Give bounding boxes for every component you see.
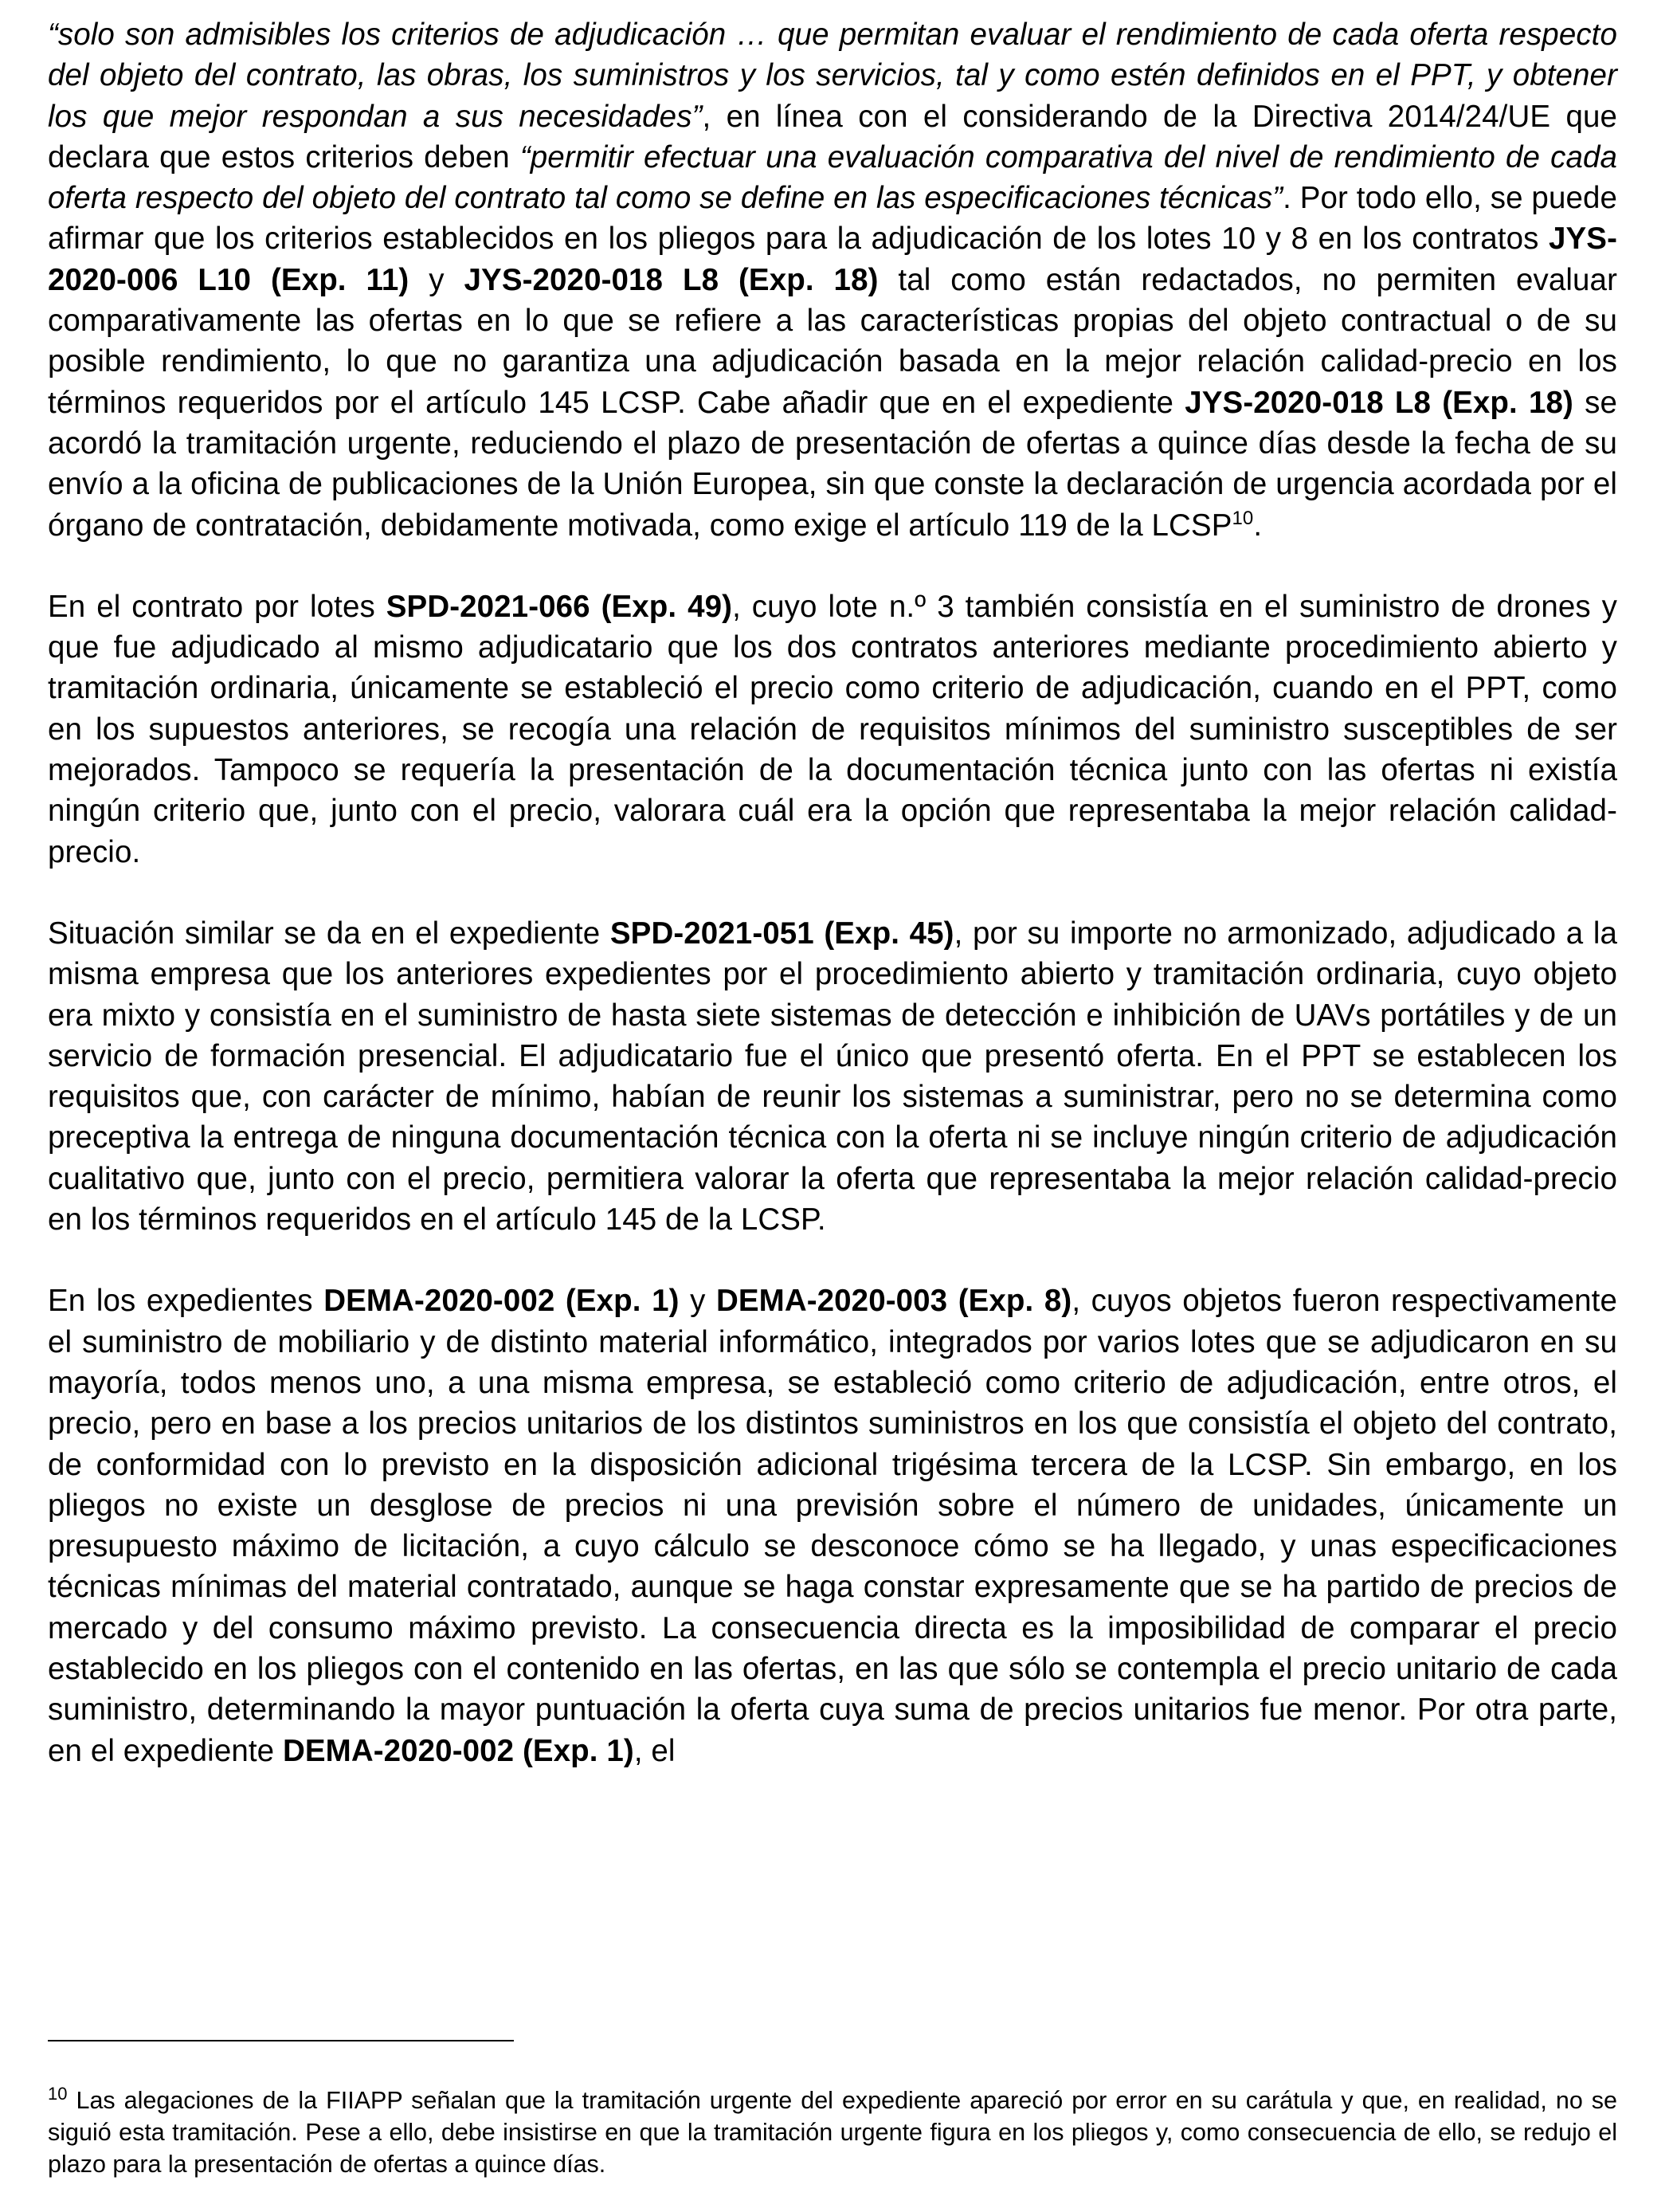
text-run: , por su importe no armonizado, adjudicado a la misma empresa que los anteriores expedientes por el procedimiento abierto y tramitación ordinaria, cuyo objeto era mixto y consistía en el suministro de hasta siete sistemas de detección e inhibición de UAVs portátiles y de un servicio de formación presencial. El adjudicatario fue el único que presentó oferta. En el PPT se establecen los requisitos que, con carácter de mínimo, habían de reunir los sistemas a suministrar, pero no se determina como preceptiva la entrega de ninguna documentación técnica con la oferta ni se incluye ningún criterio de adjudicación cualitativo que, junto con el precio, permitiera valorar la oferta que representaba la mejor relación calidad-precio en los términos requeridos en el artículo 145 de la LCSP. (48, 916, 1617, 1237)
footnote-text: Las alegaciones de la FIIAPP señalan que la tramitación urgente del expediente apareció por error en su carátula y que, en realidad, no se siguió esta tramitación. Pese a ello, debe insistirse en que la tramitación urgente figura en los pliegos y, como consecuencia de ello, se redujo el plazo para la presentación de ofertas a quince días. (48, 2087, 1617, 2178)
text-run: Situación similar se da en el expediente (48, 916, 610, 951)
bold-reference: DEMA-2020-003 (Exp. 8) (715, 1284, 1072, 1319)
text-run: , el (633, 1733, 676, 1768)
paragraph-2 (48, 586, 1617, 873)
bold-reference: JYS-2020-018 L8 (Exp. 18) (464, 262, 879, 297)
text-run: y (679, 1284, 716, 1319)
text-run: . Por todo ello, se puede afirmar que los criterios establecidos en los pliegos para la adjudicación de los lotes 10 y 8 en los contratos (48, 181, 1617, 257)
bold-reference: SPD-2021-051 (Exp. 45) (609, 916, 954, 951)
text-run: En los expedientes (48, 1284, 324, 1319)
text-run: , cuyos objetos fueron respectivamente el suministro de mobiliario y de distinto material informático, integrados por varios lotes que se adjudicaron en su mayoría, todos menos uno, a una misma empresa, se estableció como criterio de adjudicación, entre otros, el precio, pero en base a los precios unitarios de los distintos suministros en los que consistía el objeto del contrato, de conformidad con lo previsto en la disposición adicional trigésima tercera de la LCSP. Sin embargo, en los pliegos no existe un desglose de precios ni una previsión sobre el número de unidades, únicamente un presupuesto máximo de licitación, a cuyo cálculo se desconoce cómo se ha llegado, y unas especificaciones técnicas mínimas del material contratado, aunque se haga constar expresamente que se ha partido de precios de mercado y del consumo máximo previsto. La consecuencia directa es la imposibilidad de comparar el precio establecido en los pliegos con el contenido en las ofertas, en las que sólo se contempla el precio unitario de cada suministro, determinando la mayor puntuación la oferta cuya suma de precios unitarios fue menor. Por otra parte, en el expediente (48, 1284, 1617, 1768)
bold-reference: JYS-2020-006 L10 (Exp. 11) (48, 222, 1617, 297)
italic-quote: “solo son admisibles los criterios de adjudicación … que permitan evaluar el rendimiento de cada oferta respecto del objeto del contrato, las obras, los suministros y los servicios, tal y como estén definidos en el PPT, y obtener los que mejor respondan a sus necesidades” (48, 18, 1617, 134)
text-run: tal como están redactados, no permiten evaluar comparativamente las ofertas en lo que se refiere a las características propias del objeto contractual o de su posible rendimiento, lo que no garantiza una adjudicación basada en la mejor relación calidad-precio en los términos requeridos por el artículo 145 LCSP. Cabe añadir que en el expediente (48, 262, 1617, 420)
bold-reference: JYS-2020-018 L8 (Exp. 18) (1185, 385, 1573, 420)
text-run: . (1253, 508, 1263, 543)
footnote-separator (48, 2040, 514, 2041)
paragraph-1 (48, 14, 1617, 546)
text-run: En el contrato por lotes (48, 589, 386, 624)
footnote-number: 10 (48, 2083, 68, 2104)
text-run: se acordó la tramitación urgente, reduciendo el plazo de presentación de ofertas a quince días desde la fecha de su envío a la oficina de publicaciones de la Unión Europea, sin que conste la declaración de urgencia acordada por el órgano de contratación, debidamente motivada, como exige el artículo 119 de la LCSP (48, 385, 1618, 543)
text-run: , cuyo lote n.º 3 también consistía en el suministro de drones y que fue adjudicado al mismo adjudicatario que los dos contratos anteriores mediante procedimiento abierto y tramitación ordinaria, únicamente se estableció el precio como criterio de adjudicación, cuando en el PPT, como en los supuestos anteriores, se recogía una relación de requisitos mínimos del suministro susceptibles de ser mejorados. Tampoco se requería la presentación de la documentación técnica junto con las ofertas ni existía ningún criterio que, junto con el precio, valorara cuál era la opción que representaba la mejor relación calidad-precio. (48, 589, 1617, 869)
bold-reference: SPD-2021-066 (Exp. 49) (386, 589, 733, 624)
text-run: y (409, 262, 464, 297)
italic-quote: “permitir efectuar una evaluación comparativa del nivel de rendimiento de cada oferta respecto del objeto del contrato tal como se define en las especificaciones técnicas” (48, 139, 1617, 216)
paragraph-4 (48, 1281, 1617, 1771)
text-run: , en línea con el considerando de la Directiva 2014/24/UE que declara que estos criterios deben (48, 99, 1617, 175)
bold-reference: DEMA-2020-002 (Exp. 1) (323, 1284, 680, 1319)
document-body (48, 14, 1617, 1812)
paragraph-3 (48, 913, 1617, 1240)
footnote-10 (48, 2085, 1617, 2180)
footnote-ref: 10 (1232, 507, 1254, 529)
bold-reference: DEMA-2020-002 (Exp. 1) (282, 1733, 634, 1768)
